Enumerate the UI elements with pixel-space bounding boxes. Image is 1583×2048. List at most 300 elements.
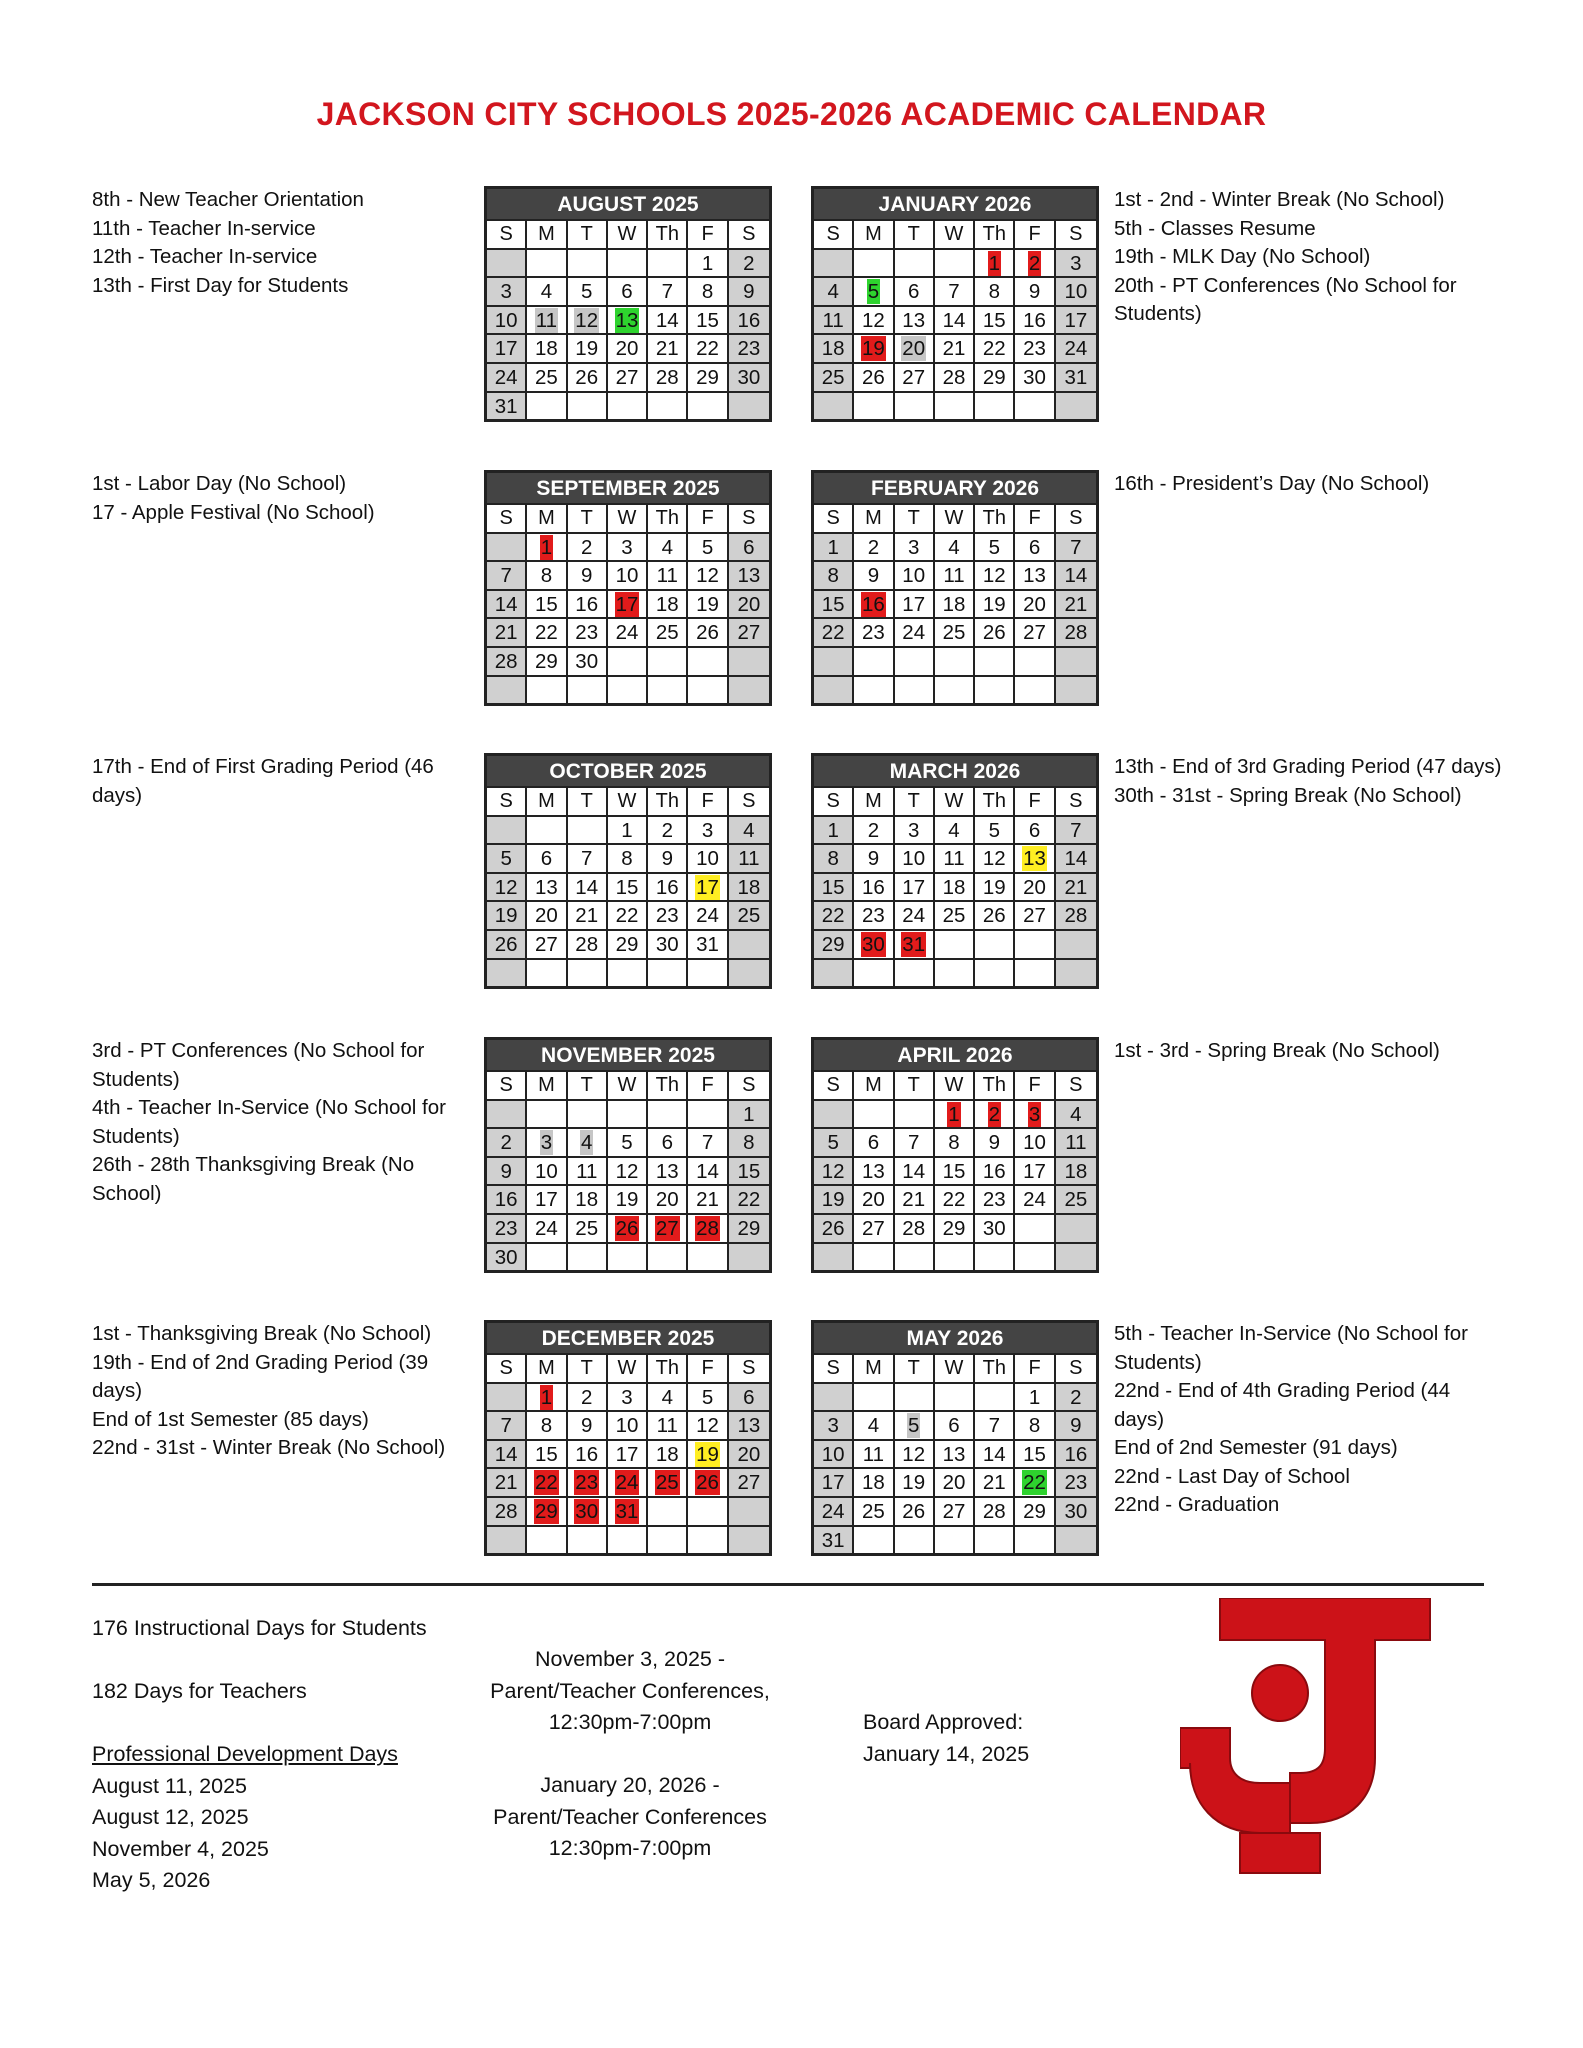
day-cell bbox=[935, 589, 975, 618]
day-number: 15 bbox=[535, 1442, 558, 1466]
day-cell bbox=[648, 276, 688, 305]
day-cell bbox=[648, 900, 688, 929]
day-number: 20 bbox=[1023, 875, 1046, 899]
month-title: SEPTEMBER 2025 bbox=[487, 473, 769, 503]
day-cell bbox=[854, 1439, 894, 1468]
day-number: 20 bbox=[1023, 592, 1046, 616]
day-number: 9 bbox=[500, 1159, 512, 1183]
day-cell bbox=[935, 1213, 975, 1242]
day-cell bbox=[608, 675, 648, 704]
day-number: 1 bbox=[540, 535, 553, 559]
day-cell bbox=[975, 929, 1015, 958]
day-number: 24 bbox=[821, 1499, 845, 1523]
day-cell bbox=[729, 1410, 769, 1439]
day-number: 7 bbox=[948, 280, 960, 304]
day-cell bbox=[487, 872, 527, 901]
day-number: 19 bbox=[862, 337, 885, 361]
day-number: 27 bbox=[535, 932, 558, 956]
day-cell bbox=[1015, 843, 1055, 872]
day-number: 9 bbox=[743, 280, 755, 304]
day-cell bbox=[608, 929, 648, 958]
day-cell bbox=[854, 872, 894, 901]
day-cell bbox=[608, 1525, 648, 1554]
weekday-header: F bbox=[1015, 1353, 1055, 1382]
day-cell bbox=[1056, 815, 1096, 844]
weekday-header: Th bbox=[975, 786, 1015, 815]
day-number: 4 bbox=[661, 1385, 673, 1409]
day-number: 8 bbox=[701, 280, 714, 304]
day-number: 13 bbox=[862, 1159, 885, 1183]
day-number: 28 bbox=[1064, 904, 1088, 928]
day-cell bbox=[1056, 958, 1096, 987]
day-cell bbox=[935, 900, 975, 929]
day-number: 3 bbox=[908, 818, 920, 842]
weekday-header: S bbox=[729, 503, 769, 532]
day-cell bbox=[527, 1525, 567, 1554]
day-number: 23 bbox=[575, 621, 599, 645]
day-number: 12 bbox=[696, 1414, 719, 1438]
day-cell bbox=[527, 1099, 567, 1128]
day-cell bbox=[814, 1410, 854, 1439]
day-cell bbox=[487, 391, 527, 420]
day-cell bbox=[527, 1213, 567, 1242]
day-cell bbox=[487, 958, 527, 987]
day-number: 24 bbox=[902, 904, 926, 928]
day-cell bbox=[608, 276, 648, 305]
day-number: 6 bbox=[540, 847, 553, 871]
day-number: 2 bbox=[661, 818, 673, 842]
day-number: 16 bbox=[655, 875, 679, 899]
day-number: 22 bbox=[821, 904, 845, 928]
day-cell bbox=[527, 900, 567, 929]
day-number: 5 bbox=[500, 847, 512, 871]
day-number: 3 bbox=[908, 535, 920, 559]
weekday-header: W bbox=[935, 219, 975, 248]
day-cell bbox=[895, 1242, 935, 1271]
day-cell bbox=[688, 958, 728, 987]
weekday-header: Th bbox=[975, 1070, 1015, 1099]
day-cell bbox=[895, 872, 935, 901]
day-number: 30 bbox=[862, 932, 885, 956]
day-number: 10 bbox=[615, 1414, 639, 1438]
day-cell bbox=[527, 1496, 567, 1525]
day-cell bbox=[568, 560, 608, 589]
day-cell bbox=[854, 646, 894, 675]
teacher-days: 182 Days for Teachers bbox=[92, 1679, 307, 1703]
day-cell bbox=[608, 248, 648, 277]
weekday-header: T bbox=[895, 219, 935, 248]
day-number: 8 bbox=[540, 1414, 553, 1438]
day-cell bbox=[568, 362, 608, 391]
day-cell bbox=[854, 1156, 894, 1185]
day-cell bbox=[1056, 1410, 1096, 1439]
event-note: 16th - President’s Day (No School) bbox=[1114, 472, 1430, 495]
day-cell bbox=[527, 958, 567, 987]
day-number: 17 bbox=[902, 875, 926, 899]
day-cell bbox=[854, 1410, 894, 1439]
day-number: 7 bbox=[701, 1131, 714, 1155]
day-number: 5 bbox=[581, 280, 593, 304]
day-number: 2 bbox=[988, 1102, 1000, 1126]
day-cell bbox=[935, 532, 975, 561]
day-cell bbox=[895, 646, 935, 675]
day-cell bbox=[895, 532, 935, 561]
day-number: 21 bbox=[655, 337, 679, 361]
day-number: 22 bbox=[696, 337, 719, 361]
day-cell bbox=[895, 560, 935, 589]
day-cell bbox=[1056, 305, 1096, 334]
day-cell bbox=[975, 532, 1015, 561]
month-calendar bbox=[484, 1320, 772, 1556]
weekday-header: S bbox=[814, 1353, 854, 1382]
day-cell bbox=[895, 1467, 935, 1496]
day-cell bbox=[895, 248, 935, 277]
day-cell bbox=[1015, 929, 1055, 958]
day-cell bbox=[935, 675, 975, 704]
day-cell bbox=[487, 900, 527, 929]
day-number: 29 bbox=[1023, 1499, 1046, 1523]
day-cell bbox=[935, 1410, 975, 1439]
day-cell bbox=[688, 815, 728, 844]
day-number: 19 bbox=[575, 337, 599, 361]
day-number: 6 bbox=[948, 1414, 960, 1438]
day-cell bbox=[814, 843, 854, 872]
day-number: 1 bbox=[988, 251, 1000, 275]
day-number: 21 bbox=[575, 904, 599, 928]
day-cell bbox=[487, 276, 527, 305]
day-cell bbox=[854, 1467, 894, 1496]
day-cell bbox=[975, 843, 1015, 872]
day-cell bbox=[895, 1184, 935, 1213]
day-cell bbox=[854, 248, 894, 277]
day-cell bbox=[608, 900, 648, 929]
day-number: 4 bbox=[948, 818, 960, 842]
day-cell bbox=[527, 391, 567, 420]
day-number: 19 bbox=[696, 592, 719, 616]
day-number: 29 bbox=[737, 1216, 761, 1240]
day-number: 2 bbox=[867, 535, 880, 559]
day-cell bbox=[688, 589, 728, 618]
day-cell bbox=[1056, 362, 1096, 391]
day-cell bbox=[935, 560, 975, 589]
day-cell bbox=[568, 1099, 608, 1128]
weekday-header: S bbox=[1056, 1353, 1096, 1382]
day-number: 7 bbox=[500, 564, 512, 588]
day-number: 12 bbox=[821, 1159, 845, 1183]
left-notes bbox=[92, 186, 462, 300]
day-cell bbox=[1015, 675, 1055, 704]
day-number: 18 bbox=[737, 875, 761, 899]
day-number: 15 bbox=[942, 1159, 966, 1183]
weekday-header: F bbox=[1015, 1070, 1055, 1099]
day-cell bbox=[648, 1439, 688, 1468]
right-notes bbox=[1114, 470, 1504, 499]
day-cell bbox=[1056, 675, 1096, 704]
day-cell bbox=[688, 532, 728, 561]
day-number: 23 bbox=[494, 1216, 518, 1240]
event-note: 17th - End of First Grading Period (46 days) bbox=[92, 755, 434, 807]
day-cell bbox=[814, 872, 854, 901]
day-number: 15 bbox=[821, 592, 845, 616]
day-cell bbox=[1056, 1525, 1096, 1554]
day-cell bbox=[1015, 1439, 1055, 1468]
day-cell bbox=[895, 1156, 935, 1185]
day-cell bbox=[688, 333, 728, 362]
day-cell bbox=[814, 1382, 854, 1411]
day-cell bbox=[1056, 1439, 1096, 1468]
day-cell bbox=[1056, 1213, 1096, 1242]
day-number: 8 bbox=[988, 280, 1000, 304]
day-cell bbox=[729, 617, 769, 646]
day-cell bbox=[608, 305, 648, 334]
day-cell bbox=[935, 872, 975, 901]
event-note: 30th - 31st - Spring Break (No School) bbox=[1114, 783, 1462, 807]
day-cell bbox=[1056, 929, 1096, 958]
day-number: 13 bbox=[737, 564, 761, 588]
day-cell bbox=[487, 589, 527, 618]
weekday-header: M bbox=[854, 503, 894, 532]
day-cell bbox=[975, 1525, 1015, 1554]
pd-heading: Professional Development Days bbox=[92, 1742, 398, 1766]
day-cell bbox=[975, 1127, 1015, 1156]
day-number: 14 bbox=[494, 1442, 518, 1466]
day-number: 11 bbox=[943, 847, 965, 871]
board-line: Board Approved: bbox=[863, 1710, 1024, 1734]
month-calendar bbox=[811, 1320, 1099, 1556]
day-cell bbox=[814, 362, 854, 391]
day-number: 28 bbox=[696, 1216, 719, 1240]
day-cell bbox=[648, 362, 688, 391]
day-cell bbox=[729, 248, 769, 277]
day-cell bbox=[648, 1467, 688, 1496]
month-title: MAY 2026 bbox=[814, 1323, 1096, 1353]
day-number: 16 bbox=[575, 1442, 599, 1466]
day-number: 25 bbox=[655, 1471, 679, 1495]
weekday-header: M bbox=[527, 1353, 567, 1382]
day-number: 11 bbox=[1065, 1131, 1087, 1155]
day-cell bbox=[975, 276, 1015, 305]
day-number: 24 bbox=[494, 365, 518, 389]
day-number: 16 bbox=[1064, 1442, 1088, 1466]
day-cell bbox=[688, 1496, 728, 1525]
day-cell bbox=[688, 1439, 728, 1468]
day-number: 30 bbox=[494, 1245, 518, 1269]
day-cell bbox=[527, 843, 567, 872]
day-number: 5 bbox=[988, 818, 1000, 842]
weekday-header: M bbox=[854, 1070, 894, 1099]
day-number: 3 bbox=[621, 1385, 633, 1409]
day-cell bbox=[935, 1382, 975, 1411]
weekday-header: M bbox=[854, 786, 894, 815]
day-cell bbox=[648, 1099, 688, 1128]
event-note: 3rd - PT Conferences (No School for Students) bbox=[92, 1039, 425, 1091]
weekday-header: F bbox=[1015, 219, 1055, 248]
day-number: 8 bbox=[827, 847, 839, 871]
day-number: 28 bbox=[575, 932, 599, 956]
event-note: 8th - New Teacher Orientation bbox=[92, 188, 364, 211]
day-cell bbox=[814, 276, 854, 305]
day-cell bbox=[1015, 1242, 1055, 1271]
day-cell bbox=[527, 929, 567, 958]
day-cell bbox=[729, 1467, 769, 1496]
day-number: 16 bbox=[737, 308, 761, 332]
day-cell bbox=[688, 843, 728, 872]
day-number: 31 bbox=[494, 394, 518, 418]
day-number: 26 bbox=[982, 904, 1006, 928]
day-cell bbox=[527, 248, 567, 277]
day-number: 17 bbox=[821, 1471, 845, 1495]
day-number: 24 bbox=[696, 904, 719, 928]
day-number: 12 bbox=[575, 308, 599, 332]
day-number: 6 bbox=[1028, 818, 1041, 842]
month-title: DECEMBER 2025 bbox=[487, 1323, 769, 1353]
page-title: JACKSON CITY SCHOOLS 2025-2026 ACADEMIC CALENDAR bbox=[316, 96, 1267, 132]
day-number: 8 bbox=[1028, 1414, 1041, 1438]
day-cell bbox=[688, 362, 728, 391]
day-cell bbox=[975, 900, 1015, 929]
day-cell bbox=[854, 333, 894, 362]
day-cell bbox=[854, 1525, 894, 1554]
day-cell bbox=[854, 560, 894, 589]
day-cell bbox=[527, 872, 567, 901]
day-cell bbox=[608, 1410, 648, 1439]
day-cell bbox=[487, 1382, 527, 1411]
day-cell bbox=[688, 1184, 728, 1213]
day-number: 28 bbox=[655, 365, 679, 389]
day-number: 26 bbox=[696, 1471, 719, 1495]
right-notes bbox=[1114, 1320, 1504, 1520]
event-note: 22nd - End of 4th Grading Period (44 days) bbox=[1114, 1379, 1451, 1431]
day-cell bbox=[527, 589, 567, 618]
day-cell bbox=[648, 560, 688, 589]
day-cell bbox=[527, 1127, 567, 1156]
conf2-line: Parent/Teacher Conferences bbox=[493, 1804, 767, 1829]
day-cell bbox=[568, 1213, 608, 1242]
day-cell bbox=[854, 1382, 894, 1411]
day-cell bbox=[568, 1184, 608, 1213]
day-number: 17 bbox=[494, 337, 518, 361]
day-number: 22 bbox=[615, 904, 639, 928]
day-cell bbox=[935, 929, 975, 958]
weekday-header: S bbox=[729, 1353, 769, 1382]
day-number: 7 bbox=[1070, 818, 1082, 842]
day-cell bbox=[568, 646, 608, 675]
day-number: 28 bbox=[942, 365, 966, 389]
day-number: 25 bbox=[862, 1499, 885, 1523]
day-number: 10 bbox=[1023, 1131, 1046, 1155]
day-number: 26 bbox=[862, 365, 885, 389]
day-number: 18 bbox=[942, 592, 966, 616]
day-number: 21 bbox=[982, 1471, 1006, 1495]
day-cell bbox=[608, 617, 648, 646]
weekday-header: W bbox=[608, 219, 648, 248]
day-cell bbox=[729, 1496, 769, 1525]
day-cell bbox=[935, 248, 975, 277]
day-cell bbox=[568, 872, 608, 901]
day-cell bbox=[568, 305, 608, 334]
day-cell bbox=[568, 276, 608, 305]
day-cell bbox=[568, 1242, 608, 1271]
day-number: 6 bbox=[743, 535, 755, 559]
day-cell bbox=[608, 333, 648, 362]
event-note: 20th - PT Conferences (No School for Students) bbox=[1114, 273, 1457, 325]
day-cell bbox=[895, 1099, 935, 1128]
day-number: 24 bbox=[615, 621, 639, 645]
day-cell bbox=[1015, 1127, 1055, 1156]
event-note: 22nd - 31st - Winter Break (No School) bbox=[92, 1436, 446, 1459]
weekday-header: Th bbox=[975, 219, 1015, 248]
day-number: 25 bbox=[942, 621, 966, 645]
day-number: 25 bbox=[535, 365, 558, 389]
day-number: 5 bbox=[701, 535, 714, 559]
day-number: 4 bbox=[867, 1414, 880, 1438]
day-cell bbox=[814, 333, 854, 362]
day-cell bbox=[814, 391, 854, 420]
day-number: 13 bbox=[655, 1159, 679, 1183]
month-title: OCTOBER 2025 bbox=[487, 756, 769, 786]
day-cell bbox=[935, 362, 975, 391]
day-cell bbox=[1056, 1184, 1096, 1213]
day-number: 15 bbox=[615, 875, 639, 899]
day-cell bbox=[648, 617, 688, 646]
weekday-header: T bbox=[568, 503, 608, 532]
day-number: 27 bbox=[862, 1216, 885, 1240]
day-number: 28 bbox=[494, 1499, 518, 1523]
day-cell bbox=[729, 276, 769, 305]
weekday-header: S bbox=[487, 1353, 527, 1382]
day-number: 8 bbox=[948, 1131, 960, 1155]
day-cell bbox=[1015, 1467, 1055, 1496]
day-number: 20 bbox=[942, 1471, 966, 1495]
day-cell bbox=[648, 248, 688, 277]
day-cell bbox=[895, 675, 935, 704]
day-number: 19 bbox=[821, 1188, 845, 1212]
day-cell bbox=[608, 532, 648, 561]
day-cell bbox=[814, 675, 854, 704]
day-number: 18 bbox=[1064, 1159, 1088, 1183]
day-number: 14 bbox=[1064, 847, 1088, 871]
day-number: 20 bbox=[737, 1442, 761, 1466]
day-cell bbox=[895, 958, 935, 987]
pd-date: August 11, 2025 bbox=[92, 1773, 248, 1798]
day-cell bbox=[487, 1184, 527, 1213]
day-number: 28 bbox=[902, 1216, 926, 1240]
day-number: 29 bbox=[535, 649, 558, 673]
day-number: 9 bbox=[1070, 1414, 1082, 1438]
day-number: 14 bbox=[942, 308, 966, 332]
day-number: 20 bbox=[902, 337, 926, 361]
day-cell bbox=[648, 1127, 688, 1156]
day-cell bbox=[568, 1467, 608, 1496]
day-cell bbox=[895, 1410, 935, 1439]
day-number: 16 bbox=[1023, 308, 1046, 332]
day-number: 13 bbox=[737, 1414, 761, 1438]
day-cell bbox=[854, 1496, 894, 1525]
day-cell bbox=[975, 333, 1015, 362]
day-cell bbox=[1015, 589, 1055, 618]
weekday-header: W bbox=[935, 786, 975, 815]
weekday-header: F bbox=[1015, 786, 1055, 815]
day-cell bbox=[895, 305, 935, 334]
day-cell bbox=[527, 815, 567, 844]
day-cell bbox=[854, 532, 894, 561]
day-number: 23 bbox=[982, 1188, 1006, 1212]
day-cell bbox=[1015, 1156, 1055, 1185]
day-number: 11 bbox=[535, 308, 558, 332]
pd-date: November 4, 2025 bbox=[92, 1836, 269, 1861]
day-cell bbox=[975, 248, 1015, 277]
day-number: 14 bbox=[696, 1159, 719, 1183]
